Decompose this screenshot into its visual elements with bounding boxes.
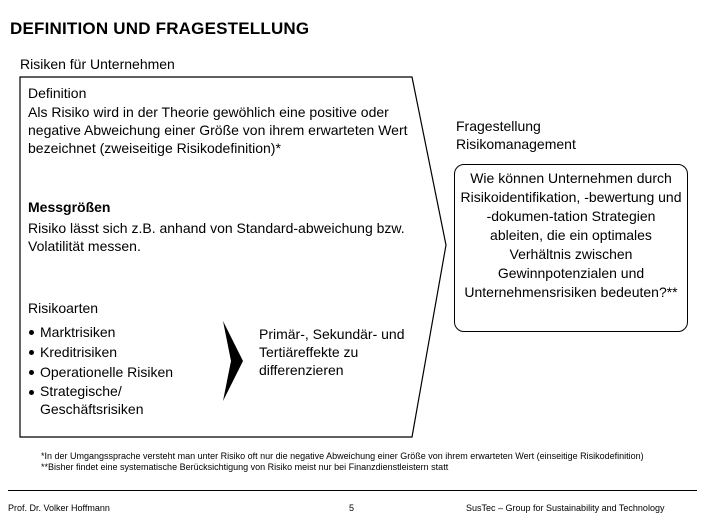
chevron-right-icon bbox=[223, 321, 245, 401]
footnotes bbox=[41, 451, 671, 473]
page-title: DEFINITION UND FRAGESTELLUNG bbox=[10, 19, 310, 38]
footer-author: Prof. Dr. Volker Hoffmann bbox=[8, 503, 110, 513]
list-item bbox=[28, 342, 173, 362]
risk-effects-text: Primär-, Sekundär- und Tertiäreffekte zu differenzieren bbox=[259, 326, 405, 378]
footnote-1: *In der Umgangssprache versteht man unter Risiko oft nur die negative Abweichung einer Größe von ihrem erwarteten Wert (einseitige Risikodefinition) bbox=[41, 451, 644, 461]
messgroessen-text: Risiko lässt sich z.B. anhand von Standard-abweichung bzw. Volatilität messen. bbox=[28, 220, 405, 254]
footer-organization: SusTec – Group for Sustainability and Technology bbox=[466, 503, 665, 513]
risk-type-label: Marktrisiken bbox=[40, 324, 116, 340]
risk-type-label: Strategische/ Geschäftsrisiken bbox=[40, 383, 144, 417]
messgroessen-heading: Messgrößen bbox=[28, 199, 111, 215]
page-subtitle: Risiken für Unternehmen bbox=[20, 56, 175, 72]
list-item bbox=[28, 322, 173, 342]
bullet-icon bbox=[29, 330, 34, 335]
list-item bbox=[28, 362, 173, 382]
bullet-icon bbox=[29, 390, 34, 395]
risk-type-label: Operationelle Risiken bbox=[40, 364, 174, 380]
definition-heading: Definition bbox=[28, 85, 87, 101]
list-item bbox=[28, 382, 170, 418]
risk-type-label: Kreditrisiken bbox=[40, 344, 118, 360]
fragestellung-heading: Fragestellung Risikomanagement bbox=[456, 118, 576, 152]
bullet-icon bbox=[29, 370, 34, 375]
bullet-icon bbox=[29, 350, 34, 355]
footnote-2: **Bisher findet eine systematische Berücksichtigung von Risiko meist nur bei Finanzdienstleistern statt bbox=[41, 462, 449, 472]
footer-divider bbox=[8, 490, 697, 491]
risikoarten-heading: Risikoarten bbox=[28, 300, 99, 316]
risikoarten-list bbox=[28, 322, 173, 418]
page-number: 5 bbox=[349, 503, 355, 513]
definition-text: Als Risiko wird in der Theorie gewöhlich eine positive oder negative Abweichung einer Größe von ihrem erwarteten Wert bezeichnet (zweiseitige Risikodefinition)* bbox=[28, 104, 408, 156]
fragestellung-text: Wie können Unternehmen durch Risikoidentifikation, -bewertung und -dokumen-tation Strategien ableiten, die ein optimales Verhältnis zwischen Gewinnpotenzialen und Unternehmensrisiken bedeuten?** bbox=[460, 170, 682, 300]
